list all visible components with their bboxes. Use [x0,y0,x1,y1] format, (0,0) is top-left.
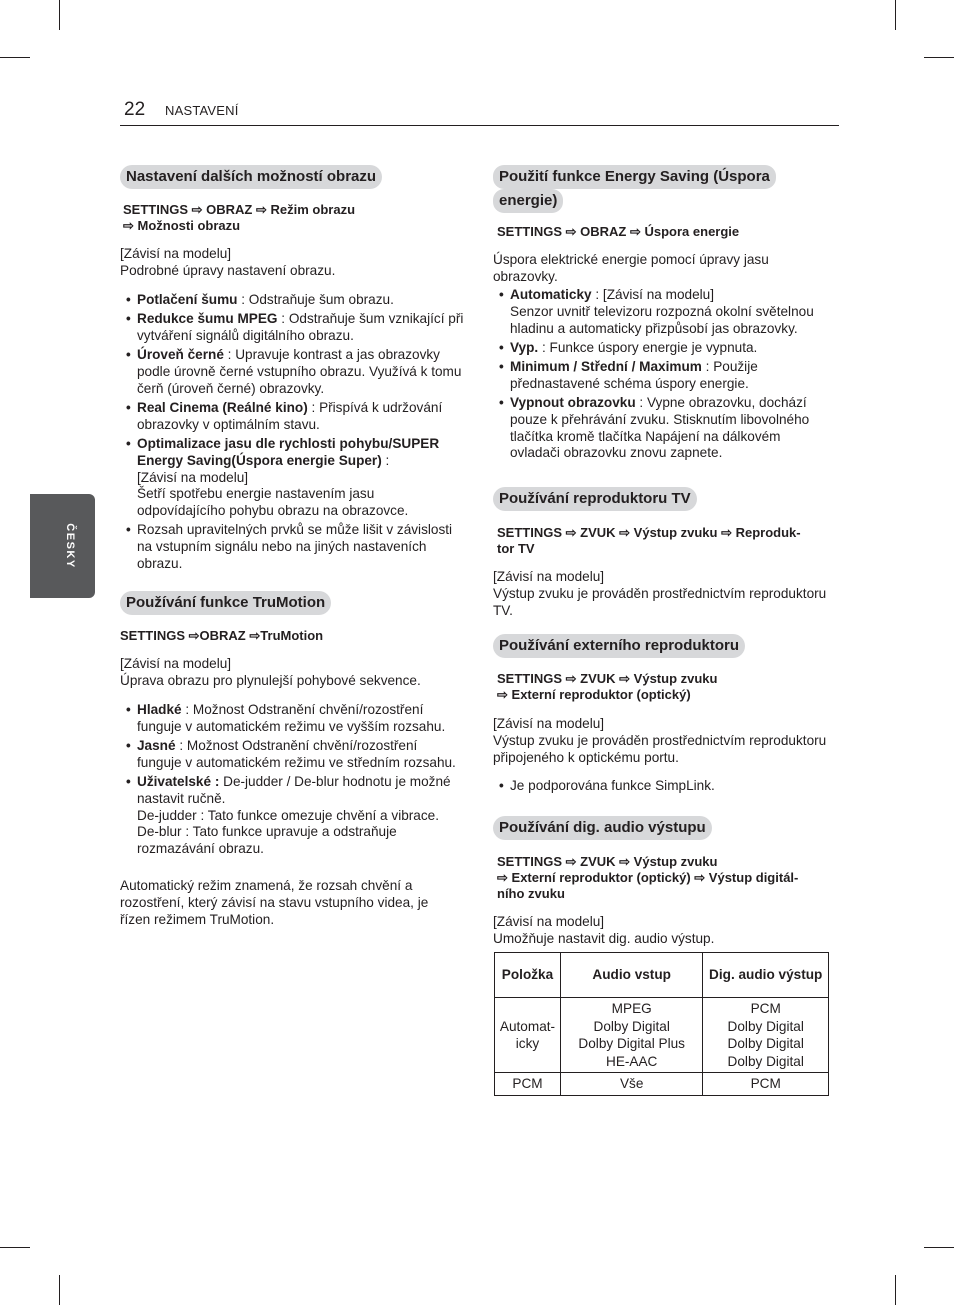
menu-path-line [497,541,801,557]
footer-text: Automatický režim znamená, že rozsah chvění a rozostření, který závisí na stavu vstupního videa, je řízen režimem TruMotion. [120,878,429,927]
arrow-icon: ⇨ [619,525,631,540]
list-item-detail: Šetří spotřebu energie nastavením jasu odpovídajícího pohybu obrazu na obrazovce. [137,486,409,519]
section-heading-tv-speaker: Používání reproduktoru TV [493,487,697,511]
arrow-icon: ⇨ [694,870,706,885]
crop-mark [924,57,954,58]
table-cell-line: Dolby Digital [593,1018,670,1034]
menu-path-text: SETTINGS [497,854,566,869]
menu-path-text: ZVUK [576,525,620,540]
crop-mark [924,1247,954,1248]
arrow-icon: ⇨ [629,224,641,239]
heading-line: Použití funkce Energy Saving (Úspora [493,165,776,189]
list-item-text: Rozsah upravitelných prvků se může lišit v závislosti na vstupním signálu nebo na jiných nastaveních obrazu. [137,522,453,571]
model-note: [Závisí na modelu] [120,656,232,671]
language-tab [30,494,95,598]
model-note: [Závisí na modelu] [120,246,232,261]
menu-path-text: SETTINGS [497,671,566,686]
list-item-detail: [Závisí na modelu] [137,469,249,485]
section-heading-digital-audio: Používání dig. audio výstupu [493,816,712,840]
table-cell [703,998,829,1073]
list-item-text: : Přispívá k udržování obrazovky v optimálním stavu. [137,399,443,432]
menu-path-text: Možnosti obrazu [133,218,241,233]
intro-text: Úspora elektrické energie pomocí úpravy jasu obrazovky. [493,252,769,284]
menu-path-text: Reproduk- [732,525,801,540]
section-heading-external-speaker: Používání externího reproduktoru [493,634,745,658]
arrow-icon: ⇨ [497,687,508,702]
list-item-term: Minimum / Střední / Maximum [510,358,702,374]
table-cell-line: PCM [750,1001,781,1016]
list-item-text: Je podporována funkce SimpLink. [510,778,715,793]
menu-path [497,224,739,240]
list-item-text: : Odstraňuje šum obrazu. [237,292,394,307]
menu-path-text: Režim obrazu [266,202,356,217]
table-header: Dig. audio výstup [703,953,829,998]
list-item-text: : Odstraňuje šum vznikající při vytváření signálů digitálního obrazu. [137,311,464,343]
table-cell-line: PCM [512,1076,543,1092]
table-row [495,1073,829,1096]
menu-path-text: tor TV [497,541,535,556]
arrow-icon: ⇨ [497,870,508,885]
list-item [120,774,465,858]
list-item [120,311,465,345]
menu-path-text: Externí reproduktor (optický) [507,870,695,885]
body-text [493,914,838,948]
list-item-text: : Použije přednastavené schéma úspory energie. [510,358,758,391]
crop-mark [59,0,60,30]
bullet-list [120,292,465,575]
list-item-term: Automaticky [510,287,592,302]
arrow-icon: ⇨ [255,202,267,217]
menu-path-text: OBRAZ [576,224,630,239]
list-item-text: : Možnost Odstranění chvění/rozostření funguje v automatickém režimu ve středním rozsahu. [137,737,456,770]
list-item [120,738,465,772]
menu-path-text: ZVUK [576,671,620,686]
body-text [120,656,465,690]
list-item [493,359,833,393]
list-item-term: Vyp. [510,339,539,355]
menu-path [497,854,798,902]
arrow-icon: ⇨ [191,202,203,217]
menu-path [120,628,323,644]
menu-path-line [497,525,801,541]
list-item [493,395,833,462]
language-tab-label: ČESKY [64,523,76,569]
section-heading-picture-options: Nastavení dalších možností obrazu [120,165,382,189]
model-note: [Závisí na modelu] [493,716,605,731]
table-cell-line: Dolby Digital [727,1018,804,1034]
arrow-icon: ⇨ [123,218,134,233]
list-item-term: Optimalizace jasu dle rychlosti pohybu/SUPER Energy Saving(Úspora energie Super) [137,435,440,468]
crop-mark [0,1247,30,1248]
table-row [495,998,829,1073]
list-item [120,436,465,520]
table-cell-line: MPEG [611,1001,652,1016]
section-title: NASTAVENÍ [165,103,239,118]
table-cell-line: Dolby Digital [727,1053,804,1069]
list-item-term: Jasné [137,737,176,753]
table-cell-line: Automat- [499,1018,556,1034]
list-item-detail: De-judder : Tato funkce omezuje chvění a vibrace. [137,807,439,823]
list-item-text: : [381,452,390,468]
table-header: Audio vstup [560,953,702,998]
model-note: [Závisí na modelu] [493,569,605,584]
menu-path-line [123,218,355,234]
list-item-term: Real Cinema (Reálné kino) [137,399,308,415]
menu-path-line [497,886,798,902]
crop-mark [895,1275,896,1305]
intro-text: Výstup zvuku je prováděn prostřednictvím reproduktoru připojeného k optickému portu. [493,732,827,765]
list-item-detail: De-blur : Tato funkce upravuje a odstraňuje rozmazávání obrazu. [137,824,397,857]
arrow-icon: ⇨ [565,525,577,540]
list-item-detail: Senzor uvnitř televizoru rozpozná okolní světelnou hladinu a automaticky přizpůsobí jas obrazovky. [510,303,814,336]
list-item [120,292,465,309]
menu-path-line [120,628,323,644]
table-cell-line: Dolby Digital [727,1036,804,1052]
list-item-text: : [Závisí na modelu] [591,287,714,302]
table-cell [703,1073,829,1096]
header-rule [120,125,839,126]
intro-text: Podrobné úpravy nastavení obrazu. [120,262,336,278]
list-item-term: Vypnout obrazovku [510,394,636,410]
list-item [120,347,465,397]
menu-path-text: OBRAZ [202,202,256,217]
bullet-list [493,778,838,797]
arrow-icon: ⇨ [619,671,631,686]
menu-path-text: TruMotion [260,628,324,643]
crop-mark [0,57,30,58]
menu-path [123,202,355,234]
list-item-text: : Funkce úspory energie je vypnuta. [538,339,758,355]
arrow-icon: ⇨ [188,628,200,643]
menu-path-line [497,687,717,703]
menu-path-text: Výstup digitál- [705,870,799,885]
intro-text: Výstup zvuku je prováděn prostřednictvím reproduktoru TV. [493,585,827,618]
body-text [120,246,465,280]
table-cell-line: icky [515,1036,540,1052]
page-number: 22 [124,99,146,120]
menu-path-line [497,870,798,886]
arrow-icon: ⇨ [249,628,261,643]
table-cell-line: Vše [619,1076,644,1092]
intro-text: Umožňuje nastavit dig. audio výstup. [493,930,715,946]
arrow-icon: ⇨ [721,525,732,540]
menu-path-text: OBRAZ [199,628,250,643]
menu-path [497,671,717,703]
list-item [120,400,465,434]
intro-text: Úprava obrazu pro plynulejší pohybové sekvence. [120,672,421,688]
list-item-term: Hladké [137,702,182,717]
table-cell [495,998,561,1073]
menu-path-text: Výstup zvuku [630,525,722,540]
menu-path-text: Výstup zvuku [630,854,718,869]
menu-path-text: SETTINGS [123,202,192,217]
menu-path-text: SETTINGS [497,525,566,540]
table-body [495,998,829,1096]
audio-output-table [494,952,829,1096]
arrow-icon: ⇨ [565,854,577,869]
list-item [120,522,465,572]
menu-path-text: Výstup zvuku [630,671,718,686]
bullet-list [493,287,833,465]
list-item [493,340,833,357]
list-item-term: Potlačení šumu [137,292,238,307]
table-cell-line: HE-AAC [606,1053,658,1069]
arrow-icon: ⇨ [619,854,631,869]
menu-path-line [497,671,717,687]
list-item-text: : Upravuje kontrast a jas obrazovky podle úrovně černé vstupního obrazu. Využívá k tomu čerň (úroveň černé) obrazovky. [137,347,462,396]
menu-path-text: SETTINGS [120,628,189,643]
list-item-text: : Možnost Odstranění chvění/rozostření funguje v automatickém režimu ve vyšším rozsahu. [137,702,446,734]
section-heading-trumotion: Používání funkce TruMotion [120,591,331,615]
table-header: Položka [495,953,561,998]
section-heading-energy-saving [493,165,776,213]
table-cell [560,998,702,1073]
arrow-icon: ⇨ [565,671,577,686]
list-item [120,702,465,736]
crop-mark [59,1275,60,1305]
table-cell-line: PCM [750,1076,781,1092]
menu-path-text: ního zvuku [497,886,565,901]
menu-path [497,525,801,557]
menu-path-text: ZVUK [576,854,620,869]
list-item-text: : Vypne obrazovku, dochází pouze k přehrávání zvuku. Stisknutím libovolného tlačítka kromě tlačítka Napájení na dálkovém ovladači obrazovku znovu zapnete. [510,394,810,461]
table-cell [495,1073,561,1096]
list-item-term: Redukce šumu MPEG [137,311,278,327]
menu-path-text: SETTINGS [497,224,566,239]
table-cell [560,1073,702,1096]
menu-path-line [497,224,739,240]
heading-line: energie) [493,189,563,213]
list-item [493,287,833,337]
body-text [493,569,838,619]
list-item-term: Úroveň černé [137,347,224,363]
list-item [493,778,838,795]
menu-path-line [123,202,355,218]
menu-path-line [497,854,798,870]
crop-mark [895,0,896,30]
table-cell-line: Dolby Digital Plus [578,1036,685,1052]
model-note: [Závisí na modelu] [493,914,605,929]
arrow-icon: ⇨ [565,224,577,239]
bullet-list [120,702,465,860]
list-item-term: Uživatelské : [137,773,220,789]
body-text [493,716,838,766]
list-item-text: De-judder / De-blur hodnotu je možné nastavit ručně. [137,773,451,806]
menu-path-text: Externí reproduktor (optický) [507,687,691,702]
menu-path-text: Úspora energie [640,224,740,239]
